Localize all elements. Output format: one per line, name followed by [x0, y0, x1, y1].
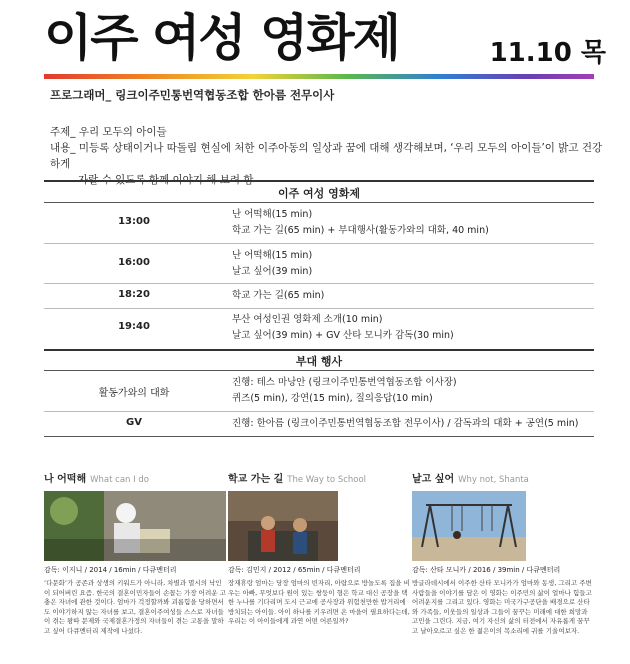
schedule-time: 19:40	[118, 321, 150, 332]
film-title-ko: 나 어떡해	[44, 474, 87, 485]
film-still	[44, 491, 226, 561]
schedule-time: 16:00	[118, 257, 150, 268]
event-row	[44, 374, 594, 408]
event-items	[232, 416, 578, 432]
event-item: 진행: 한아름 (링크이주민통번역협동조합 전무이사) / 감독과의 대화 + 공연(5 min)	[232, 418, 579, 429]
divider	[44, 370, 594, 371]
film-synopsis: ‘다문화’가 공존과 상생의 키워드가 아니라, 차별과 멸시의 낙인이 되어버린 요즘. 한국의 결혼이민자들이 손꼽는 가장 어려운 고충은 자녀에 관한 것이다. 엄마가 걱정할까봐 괴롭힘을 당하면서도 이야기하지 않는 자녀를 보고, 결혼이주여성들 스스로 자녀들이 겪는 왕따 문제와 국제결혼가정의 자녀들이 겪는 고통을 말하고 싶어 다큐멘터리 제작에 나섰다.	[44, 579, 226, 635]
schedule-item: 학교 가는 길(65 min) + 부대행사(활동가와의 대화, 40 min)	[232, 225, 489, 236]
event-items	[232, 375, 457, 407]
film-card	[44, 470, 226, 636]
divider	[44, 283, 594, 284]
film-title	[412, 470, 594, 485]
event-row	[44, 415, 594, 433]
film-title-en: The Way to School	[287, 475, 367, 485]
schedule-row	[44, 247, 594, 281]
divider	[44, 308, 594, 309]
film-title-en: What can I do	[90, 475, 149, 485]
film-still-image	[412, 491, 526, 561]
divider	[44, 180, 594, 182]
event-item: 퀴즈(5 min), 강연(15 min), 질의응답(10 min)	[232, 393, 433, 404]
film-card	[228, 470, 410, 627]
film-synopsis: 방글라데시에서 이주한 산타 모니카가 엄마와 동생, 그리고 주변 사람들을 이야기를 담은 이 영화는 이주민의 삶이 얼마나 힘들고 어려운지를 그리고 있다. 영화는 미국가구공단을 배경으로 산타와 가족들, 이웃들의 일상과 그들이 꿈꾸는 미래에 대한 희망과 고민을 그린다. 지금, 여기 자신의 삶의 터전에서 자유롭게 꿈꾸고 날아오르고 싶은 한 젊은이의 목소리에 귀를 기울여보자.	[412, 579, 592, 635]
rainbow-divider	[44, 74, 594, 79]
divider	[44, 349, 594, 351]
schedule-item: 날고 싶어(39 min)	[232, 266, 313, 277]
event-label: 활동가와의 대화	[98, 388, 170, 399]
film-still	[412, 491, 594, 561]
film-title-ko: 학교 가는 길	[228, 474, 284, 485]
film-still-image	[228, 491, 338, 561]
divider	[44, 202, 594, 203]
schedule-items	[232, 288, 324, 304]
events-title: 부대 행사	[295, 355, 343, 368]
schedule-item: 부산 여성인권 영화제 소개(10 min)	[232, 314, 383, 325]
schedule-row	[44, 206, 594, 240]
theme-line: 주제_ 우리 모두의 아이들	[50, 126, 167, 138]
film-credit: 감독: 이지니 / 2014 / 16min / 다큐멘터리	[44, 566, 177, 574]
content-line-2: 자랄 수 있도록 함께 이야기 해 보려 함	[78, 174, 254, 186]
film-title-ko: 날고 싶어	[412, 474, 455, 485]
schedule-time: 13:00	[118, 216, 150, 227]
schedule-row	[44, 311, 594, 345]
schedule-item: 날고 싶어(39 min) + GV 산타 모니카 감독(30 min)	[232, 330, 454, 341]
schedule-item: 난 어떡해(15 min)	[232, 209, 313, 220]
event-item: 진행: 테스 마낭안 (링크이주민통번역협동조합 이사장)	[232, 377, 457, 388]
divider	[44, 436, 594, 437]
film-still-image	[44, 491, 226, 561]
divider	[44, 243, 594, 244]
film-title-en: Why not, Shanta	[458, 475, 529, 485]
event-label: GV	[126, 417, 142, 428]
film-credit: 감독: 김민지 / 2012 / 65min / 다큐멘터리	[228, 566, 361, 574]
film-card	[412, 470, 594, 636]
page-title: 이주 여성 영화제	[44, 9, 399, 67]
divider	[44, 411, 594, 412]
schedule-items	[232, 248, 312, 280]
film-credit: 감독: 산타 모니카 / 2016 / 39min / 다큐멘터리	[412, 566, 561, 574]
schedule-time: 18:20	[118, 289, 150, 300]
schedule-item: 학교 가는 길(65 min)	[232, 290, 325, 301]
film-still	[228, 491, 410, 561]
content-line-1: 내용_ 미등록 상태이거나 따돌림 현실에 처한 이주아동의 일상과 꿈에 대해 생각해보며, ‘우리 모두의 아이들’이 밝고 건강하게	[50, 142, 603, 170]
programmer-line: 프로그래머_ 링크이주민통번역협동조합 한아름 전무이사	[50, 88, 335, 102]
schedule-item: 난 어떡해(15 min)	[232, 250, 313, 261]
film-title	[44, 470, 226, 485]
schedule-items	[232, 207, 489, 239]
schedule-title: 이주 여성 영화제	[277, 187, 361, 200]
schedule-items	[232, 312, 454, 344]
film-title	[228, 470, 410, 485]
event-date: 11.10 목	[489, 38, 606, 68]
schedule-row	[44, 287, 594, 305]
film-synopsis: 장재휴랑 엄마는 당장 엄마의 빈자리, 아랍으로 방놀도록 집을 비우는 아빠, 무엇보다 원이 있는 쌍둥이 형은 학교 대신 공장을 택한 누나를 기다리며 도시 근교에 공사장과 위험천만한 밥거리에 방치되는 아이들. 아이 하나를 키우려면 온 마을이 필요하다는데, 우리는 이 아이들에게 과연 어떤 어른일까?	[228, 579, 410, 625]
